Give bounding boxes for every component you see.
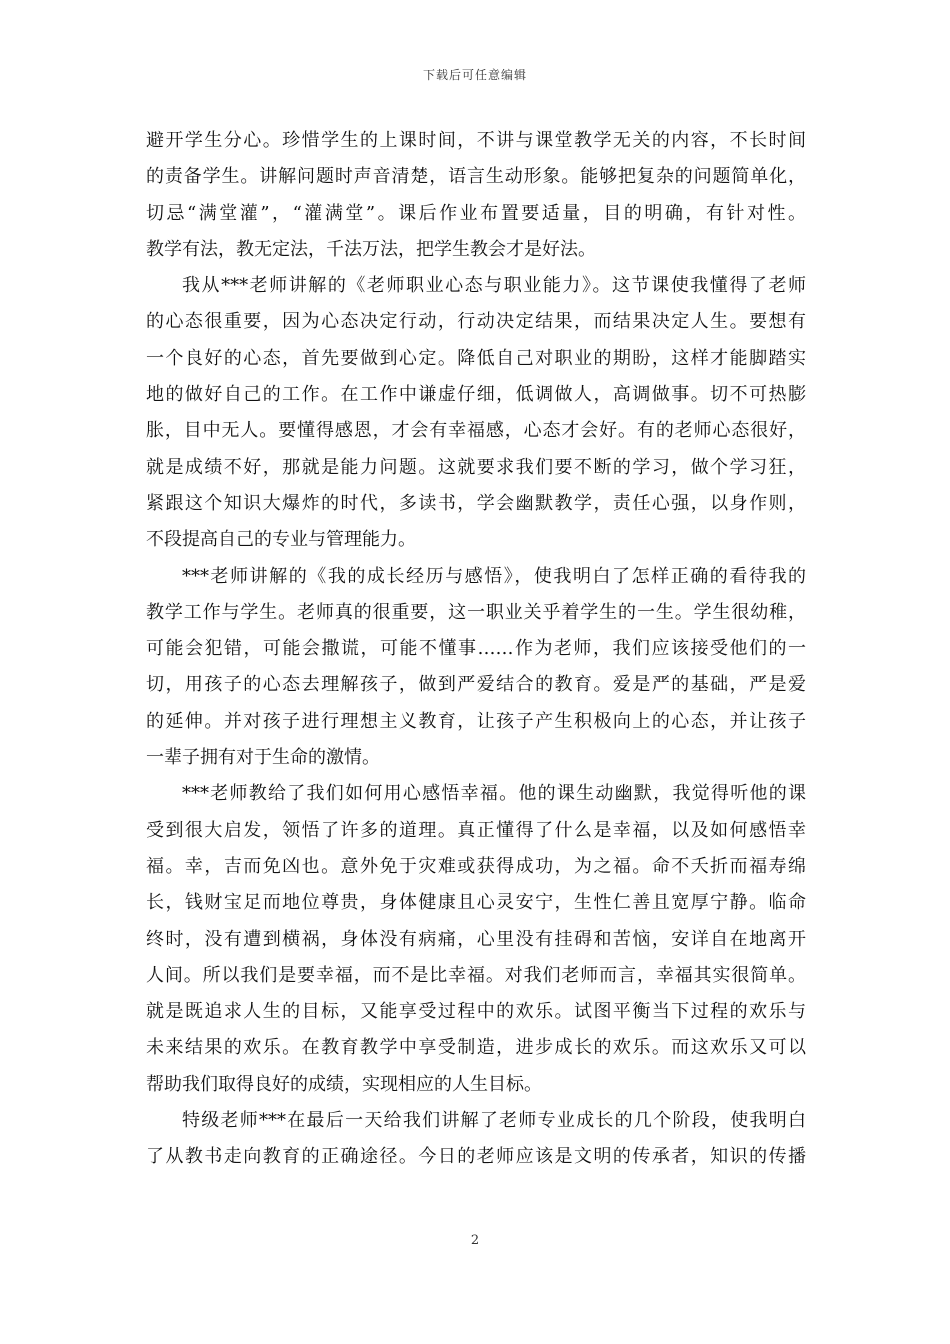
text-line: 受到很大启发，领悟了许多的道理。真正懂得了什么是幸福，以及如何感悟幸 xyxy=(146,819,806,841)
text-line: 的延伸。并对孩子进行理想主义教育，让孩子产生积极向上的心态，并让孩子 xyxy=(146,710,806,732)
paragraph-first-line: ***老师讲解的《我的成长经历与感悟》，使我明白了怎样正确的看待我的 xyxy=(182,565,806,587)
text-line: 的心态很重要，因为心态决定行动，行动决定结果，而结果决定人生。要想有 xyxy=(146,311,806,333)
text-line: 可能会犯错，可能会撒谎，可能不懂事……作为老师，我们应该接受他们的一 xyxy=(146,638,806,660)
text-line: 切忌“满堂灌”，“灌满堂”。课后作业布置要适量，目的明确，有针对性。 xyxy=(146,202,806,224)
page-number: 2 xyxy=(470,1233,480,1248)
paragraph-first-line: 特级老师***在最后一天给我们讲解了老师专业成长的几个阶段，使我明白 xyxy=(182,1110,806,1132)
text-line: 避开学生分心。珍惜学生的上课时间，不讲与课堂教学无关的内容，不长时间 xyxy=(146,130,806,151)
text-line: 教学有法，教无定法，千法万法，把学生教会才是好法。 xyxy=(146,238,596,260)
text-line: 切，用孩子的心态去理解孩子，做到严爱结合的教育。爱是严的基础，严是爱 xyxy=(146,674,806,696)
text-line: 就是既追求人生的目标，又能享受过程中的欢乐。试图平衡当下过程的欢乐与 xyxy=(146,1001,806,1023)
text-line: 地的做好自己的工作。在工作中谦虚仔细，低调做人，高调做事。切不可热膨 xyxy=(146,384,806,406)
text-line: 胀，目中无人。要懂得感恩，才会有幸福感，心态才会好。有的老师心态很好， xyxy=(146,420,806,442)
text-line: 紧跟这个知识大爆炸的时代，多读书，学会幽默教学，责任心强，以身作则， xyxy=(146,492,806,514)
text-line: 教学工作与学生。老师真的很重要，这一职业关乎着学生的一生。学生很幼稚， xyxy=(146,601,806,623)
paragraph-first-line: ***老师教给了我们如何用心感悟幸福。他的课生动幽默，我觉得听他的课 xyxy=(182,783,806,805)
text-line: 长，钱财宝足而地位尊贵，身体健康且心灵安宁，生性仁善且宽厚宁静。临命 xyxy=(146,892,806,914)
text-line: 就是成绩不好，那就是能力问题。这就要求我们要不断的学习，做个学习狂， xyxy=(146,456,806,478)
text-line: 未来结果的欢乐。在教育教学中享受制造，进步成长的欢乐。而这欢乐又可以 xyxy=(146,1037,806,1059)
text-line: 福。幸，吉而免凶也。意外免于灾难或获得成功，为之福。命不夭折而福寿绵 xyxy=(146,855,806,877)
text-line: 一个良好的心态，首先要做到心定。降低自己对职业的期盼，这样才能脚踏实 xyxy=(146,347,806,369)
text-line: 的责备学生。讲解问题时声音清楚，语言生动形象。能够把复杂的问题简单化， xyxy=(146,166,806,188)
document-body xyxy=(146,123,806,1176)
text-line: 帮助我们取得良好的成绩，实现相应的人生目标。 xyxy=(146,1073,542,1095)
page-header: 下载后可任意编辑 xyxy=(422,68,527,82)
text-line: 终时，没有遭到横祸，身体没有病痛，心里没有挂碍和苦恼，安详自在地离开 xyxy=(146,928,806,950)
text-line: 人间。所以我们是要幸福，而不是比幸福。对我们老师而言，幸福其实很简单。 xyxy=(146,964,806,986)
text-line: 一辈子拥有对于生命的激情。 xyxy=(146,747,380,769)
text-line: 不段提高自己的专业与管理能力。 xyxy=(146,529,416,551)
text-line: 了从教书走向教育的正确途径。今日的老师应该是文明的传承者，知识的传播 xyxy=(146,1146,806,1168)
paragraph-first-line: 我从***老师讲解的《老师职业心态与职业能力》。这节课使我懂得了老师 xyxy=(182,275,806,297)
